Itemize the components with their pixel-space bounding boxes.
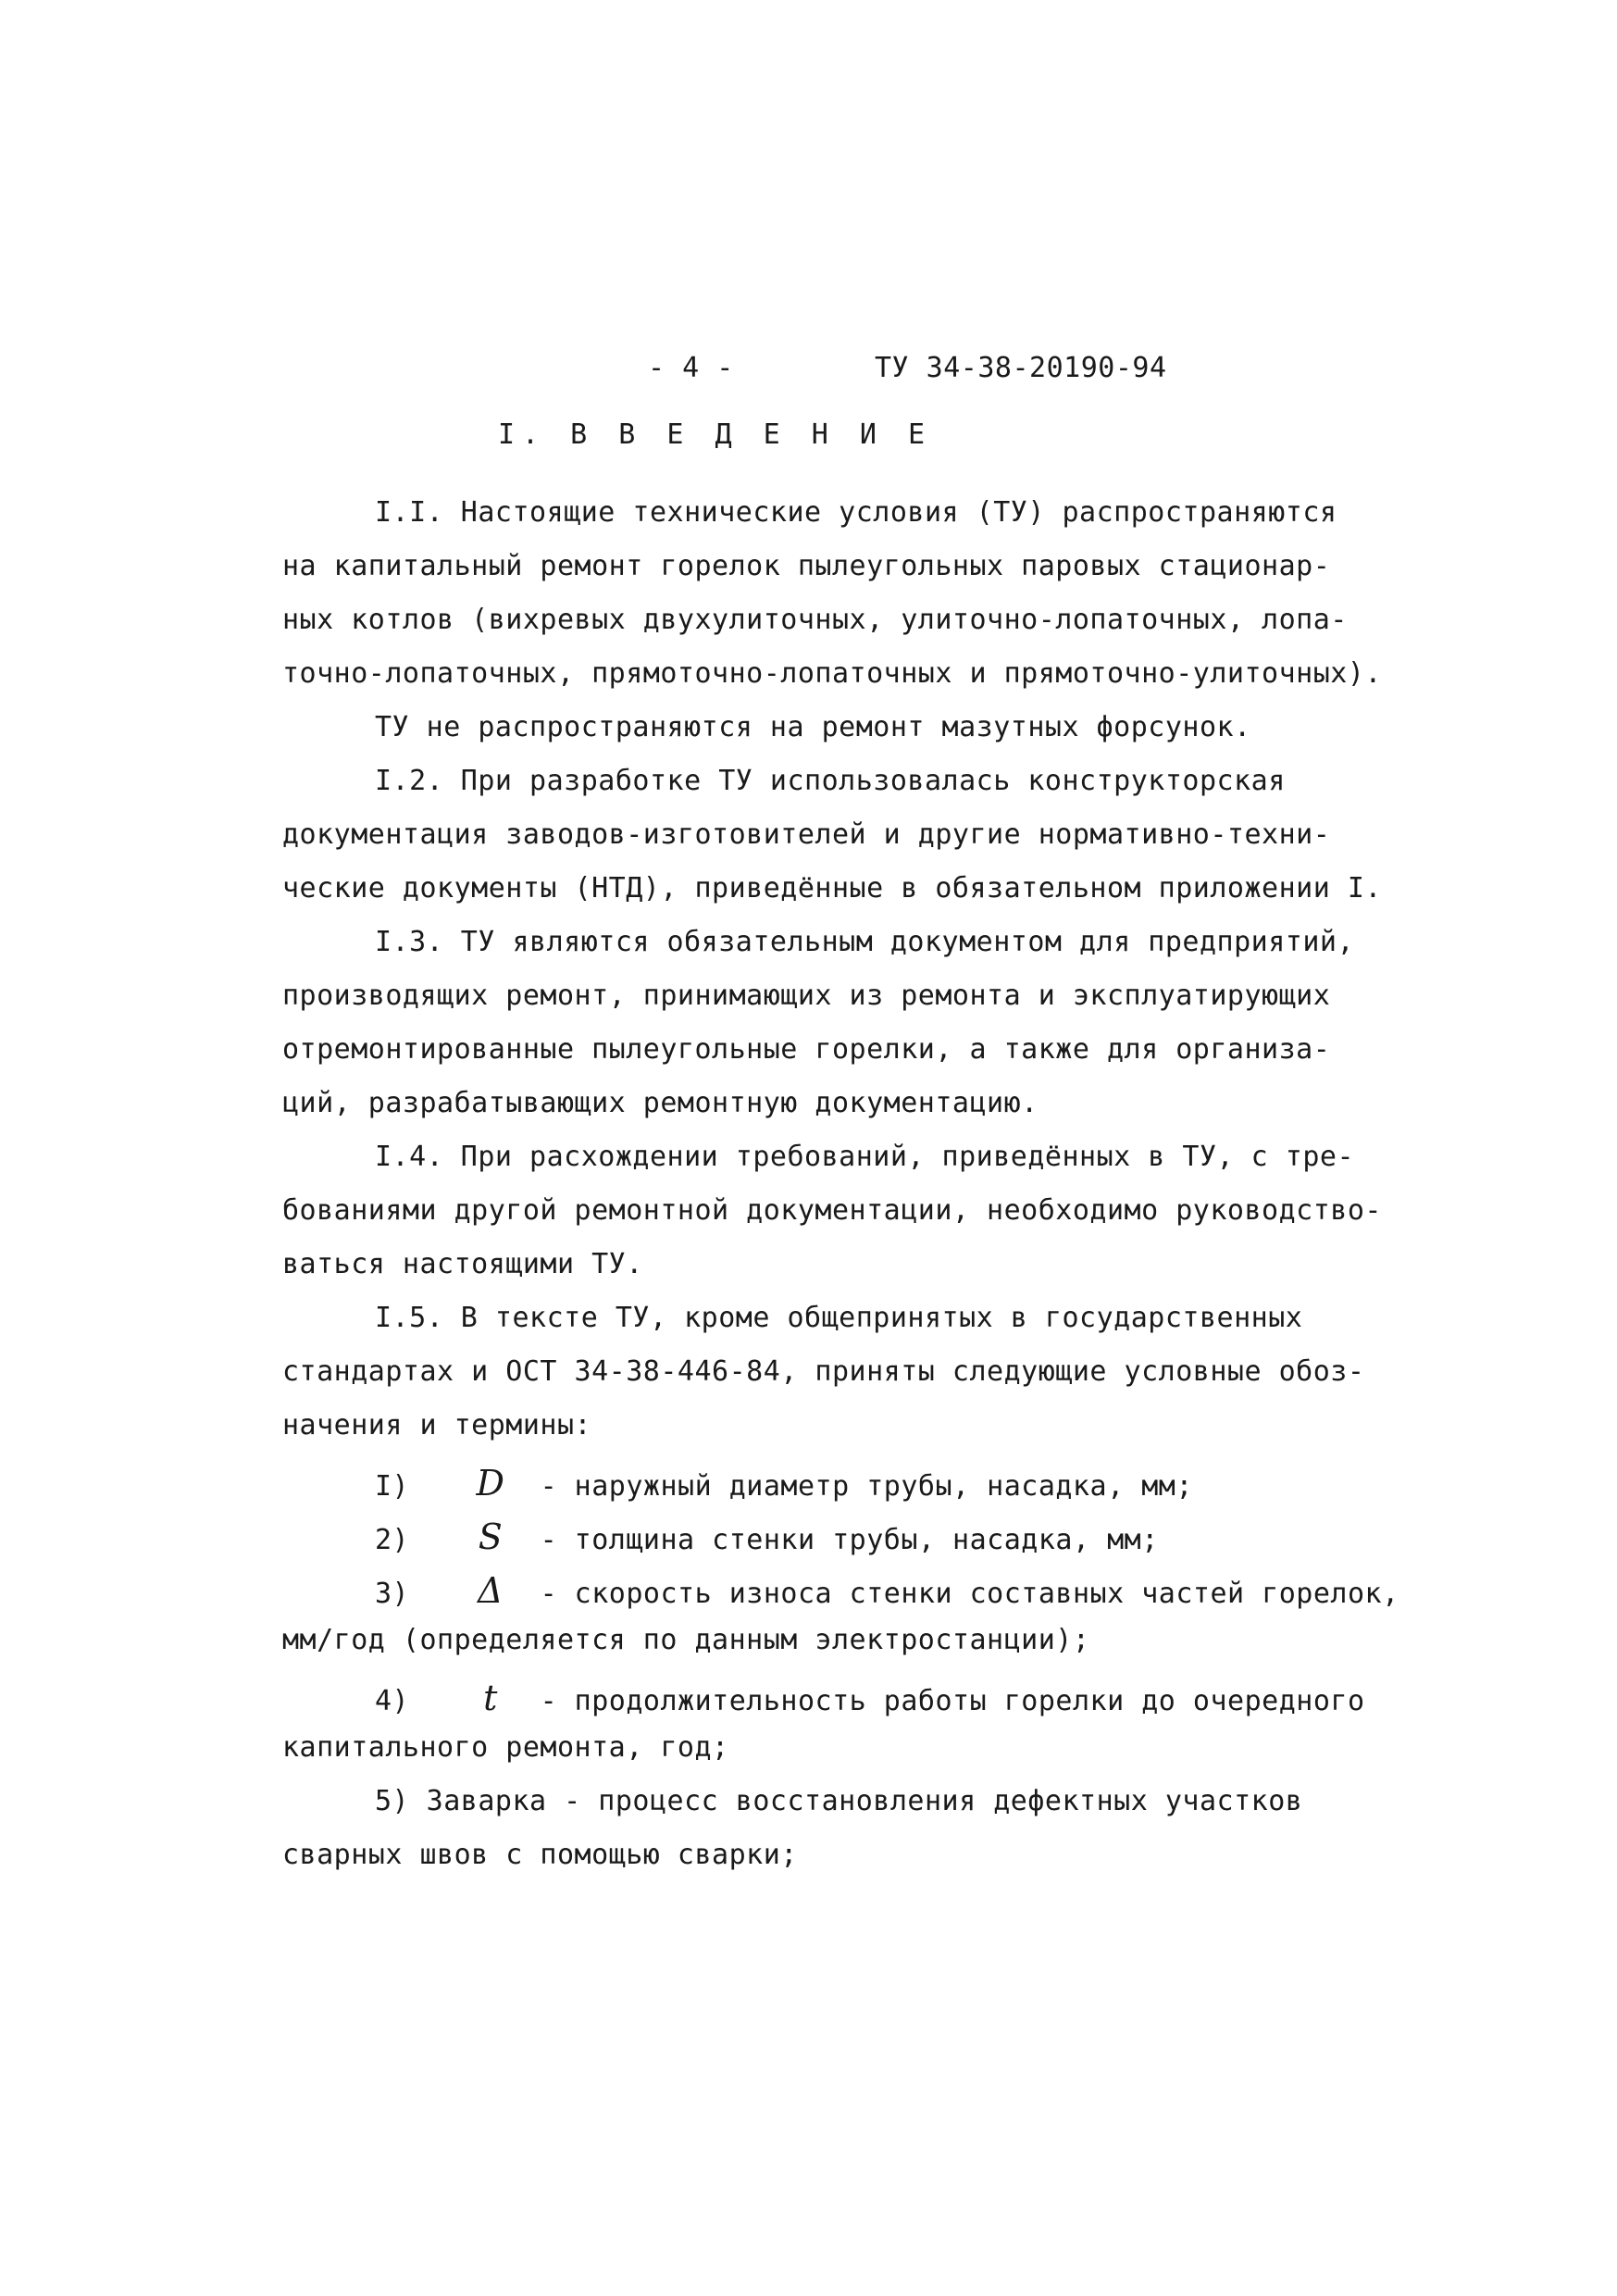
- term-continuation: мм/год (определяется по данным электростанции);: [282, 1624, 1090, 1656]
- paragraph-line: ваться настоящими ТУ.: [282, 1248, 643, 1280]
- term-item: [375, 1570, 1399, 1611]
- paragraph-line: ных котлов (вихревых двухулиточных, улиточно-лопаточных, лопа-: [282, 604, 1348, 636]
- paragraph-line: документация заводов-изготовителей и другие нормативно-техни-: [282, 818, 1331, 851]
- term-item: [375, 1678, 1365, 1718]
- term-symbol: Δ: [478, 1570, 504, 1611]
- paragraph-line: ческие документы (НТД), приведённые в обязательном приложении I.: [282, 872, 1382, 905]
- paragraph-line: I.5. В тексте ТУ, кроме общепринятых в государственных: [375, 1302, 1303, 1334]
- term-number: 4): [375, 1685, 410, 1717]
- paragraph-line: отремонтированные пылеугольные горелки, а также для организа-: [282, 1033, 1331, 1066]
- section-title: I. В В Е Д Е Н И Е: [498, 418, 933, 451]
- term-continuation: сварных швов с помощью сварки;: [282, 1839, 798, 1871]
- paragraph-line: стандартах и ОСТ 34-38-446-84, приняты следующие условные обоз-: [282, 1355, 1365, 1388]
- term-number: I): [375, 1470, 410, 1503]
- term-symbol: S: [478, 1516, 504, 1557]
- paragraph-line: бованиями другой ремонтной документации, необходимо руководство-: [282, 1194, 1382, 1227]
- document-number: ТУ 34-38-20190-94: [875, 352, 1167, 384]
- paragraph-line: ТУ не распространяются на ремонт мазутных форсунок.: [375, 711, 1251, 743]
- paragraph-line: начения и термины:: [282, 1409, 592, 1441]
- paragraph-line: производящих ремонт, принимающих из ремонта и эксплуатирующих: [282, 980, 1331, 1012]
- term-number: 2): [375, 1524, 410, 1556]
- term-continuation: капитального ремонта, год;: [282, 1731, 729, 1764]
- paragraph-line: ций, разрабатывающих ремонтную документацию.: [282, 1087, 1039, 1119]
- term-item: [375, 1463, 1193, 1504]
- term-symbol: t: [483, 1678, 498, 1718]
- paragraph-line: точно-лопаточных, прямоточно-лопаточных и прямоточно-улиточных).: [282, 657, 1382, 690]
- term-item: 5) Заварка - процесс восстановления дефектных участков: [375, 1785, 1303, 1817]
- paragraph-line: I.I. Настоящие технические условия (ТУ) распространяются: [375, 496, 1337, 529]
- paragraph-line: I.4. При расхождении требований, приведённых в ТУ, с тре-: [375, 1141, 1355, 1173]
- paragraph-line: I.2. При разработке ТУ использовалась конструкторская: [375, 765, 1286, 797]
- term-definition: - толщина стенки трубы, насадка, мм;: [540, 1524, 1159, 1556]
- term-definition: - продолжительность работы горелки до очередного: [540, 1685, 1365, 1717]
- term-definition: - скорость износа стенки составных частей горелок,: [540, 1578, 1399, 1610]
- term-definition: - наружный диаметр трубы, насадка, мм;: [540, 1470, 1193, 1503]
- paragraph-line: I.3. ТУ являются обязательным документом для предприятий,: [375, 926, 1355, 958]
- paragraph-line: на капитальный ремонт горелок пылеугольных паровых стационар-: [282, 550, 1331, 582]
- term-number: 3): [375, 1578, 410, 1610]
- page-number: - 4 -: [648, 352, 734, 384]
- term-item: [375, 1516, 1159, 1557]
- term-symbol: D: [476, 1463, 505, 1504]
